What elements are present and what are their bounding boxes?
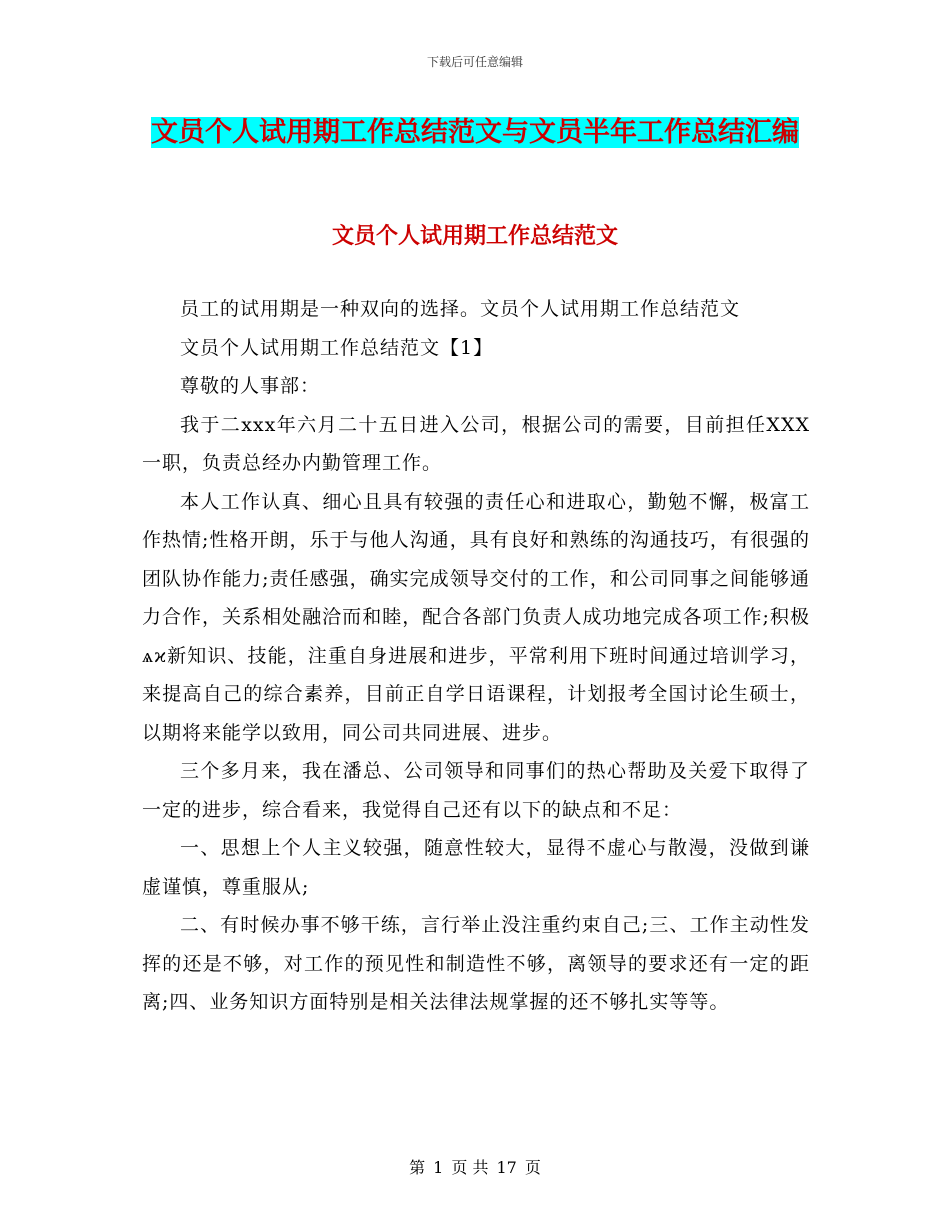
paragraph-position: 我于二xxx年六月二十五日进入公司，根据公司的需要，目前担任XXX一职，负责总经办内勤管理工作。	[142, 413, 810, 474]
paragraph-subtitle: 文员个人试用期工作总结范文【1】	[180, 336, 494, 359]
paragraph-self-assessment: 本人工作认真、细心且具有较强的责任心和进取心，勤勉不懈，极富工作热情;性格开朗，乐于与他人沟通，具有良好和熟练的沟通技巧，有很强的团队协作能力;责任感强，确实完成领导交付的工作，和公司同事之间能够通力合作，关系相处融洽而和睦，配合各部门负责人成功地完成各项工作;积极ѧϰ新知识、技能，注重自身进展和进步，平常利用下班时间通过培训学习，来提高自己的综合素养，目前正自学日语课程，计划报考全国讨论生硕士，以期将来能学以致用，同公司共同进展、进步。	[142, 490, 810, 744]
page-current: 1	[433, 1158, 444, 1177]
paragraph-salutation: 尊敬的人事部：	[180, 375, 321, 397]
header-note: 下载后可任意编辑	[426, 55, 523, 69]
main-title-text: 文员个人试用期工作总结范文与文员半年工作总结汇编	[151, 117, 799, 148]
paragraph-shortcoming-1: 一、思想上个人主义较强，随意性较大，显得不虚心与散漫，没做到谦虚谨慎，尊重服从;	[142, 837, 810, 898]
paragraph-shortcomings-intro: 三个多月来，我在潘总、公司领导和同事们的热心帮助及关爱下取得了一定的进步，综合看来，我觉得自己还有以下的缺点和不足：	[142, 760, 810, 821]
page-middle: 页 共	[451, 1158, 489, 1177]
page-number	[0, 1155, 950, 1178]
body-text	[142, 290, 810, 1022]
paragraph-intro: 员工的试用期是一种双向的选择。文员个人试用期工作总结范文	[180, 298, 741, 320]
page-total: 17	[496, 1158, 517, 1177]
section-title: 文员个人试用期工作总结范文	[331, 224, 618, 249]
page-prefix: 第	[409, 1158, 426, 1177]
page-suffix: 页	[524, 1158, 541, 1177]
paragraph-shortcoming-2-4: 二、有时候办事不够干练，言行举止没注重约束自己;三、工作主动性发挥的还是不够，对工作的预见性和制造性不够，离领导的要求还有一定的距离;四、业务知识方面特别是相关法律法规掌握的还不够扎实等等。	[142, 914, 810, 1013]
main-title	[140, 110, 810, 155]
